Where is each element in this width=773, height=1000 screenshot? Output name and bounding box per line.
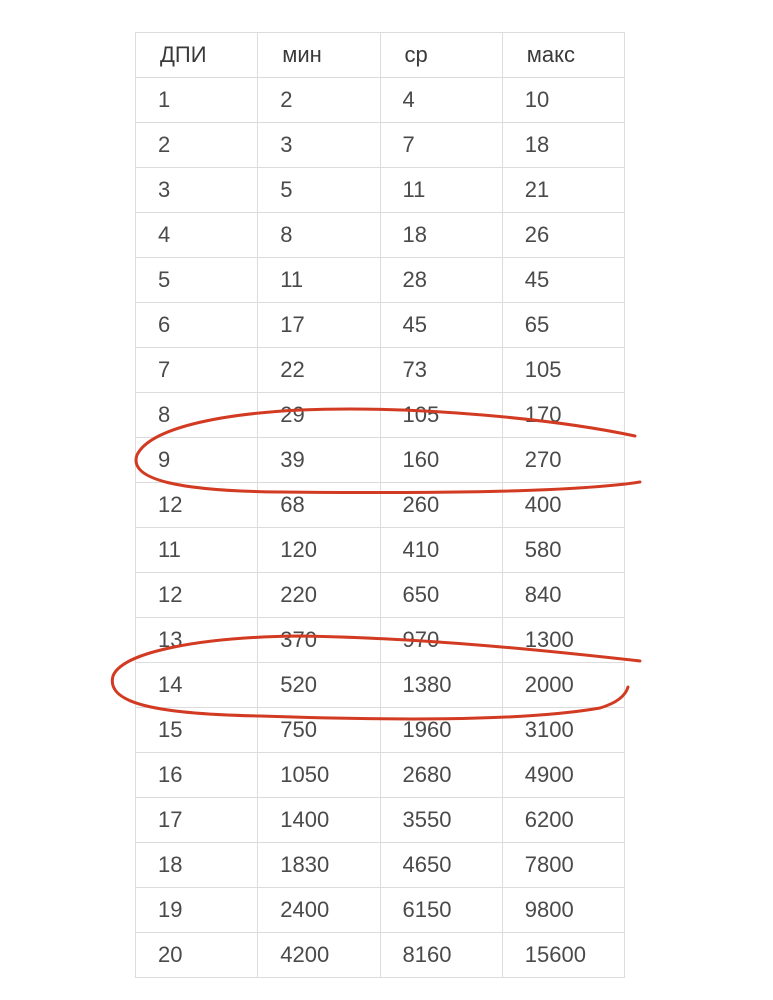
table-row [136,213,625,258]
table-row [136,528,625,573]
cell-avg: 970 [380,618,502,663]
table-header-row [136,33,625,78]
cell-avg: 160 [380,438,502,483]
cell-max: 270 [502,438,624,483]
cell-dpi: 11 [136,528,258,573]
cell-max: 840 [502,573,624,618]
cell-avg: 73 [380,348,502,393]
cell-min: 120 [258,528,380,573]
table-row [136,438,625,483]
table-row [136,78,625,123]
cell-dpi: 1 [136,78,258,123]
table-row [136,348,625,393]
cell-avg: 18 [380,213,502,258]
cell-avg: 2680 [380,753,502,798]
cell-avg: 105 [380,393,502,438]
header-avg: ср [380,33,502,78]
cell-dpi: 3 [136,168,258,213]
cell-max: 580 [502,528,624,573]
cell-avg: 4650 [380,843,502,888]
cell-dpi: 4 [136,213,258,258]
cell-min: 2400 [258,888,380,933]
cell-avg: 7 [380,123,502,168]
header-dpi: ДПИ [136,33,258,78]
cell-max: 2000 [502,663,624,708]
cell-min: 11 [258,258,380,303]
cell-max: 9800 [502,888,624,933]
cell-dpi: 19 [136,888,258,933]
cell-dpi: 18 [136,843,258,888]
cell-min: 750 [258,708,380,753]
cell-min: 2 [258,78,380,123]
table-row [136,663,625,708]
cell-max: 400 [502,483,624,528]
cell-min: 8 [258,213,380,258]
cell-min: 4200 [258,933,380,978]
cell-avg: 1380 [380,663,502,708]
table-row [136,888,625,933]
cell-dpi: 12 [136,483,258,528]
cell-avg: 3550 [380,798,502,843]
cell-min: 5 [258,168,380,213]
cell-min: 1830 [258,843,380,888]
cell-avg: 6150 [380,888,502,933]
table-row [136,303,625,348]
cell-dpi: 7 [136,348,258,393]
cell-max: 26 [502,213,624,258]
cell-avg: 45 [380,303,502,348]
cell-min: 39 [258,438,380,483]
cell-max: 18 [502,123,624,168]
table-row [136,753,625,798]
table-row [136,483,625,528]
cell-max: 10 [502,78,624,123]
cell-max: 170 [502,393,624,438]
cell-min: 1400 [258,798,380,843]
cell-avg: 11 [380,168,502,213]
cell-dpi: 13 [136,618,258,663]
table-row [136,798,625,843]
cell-avg: 1960 [380,708,502,753]
cell-dpi: 5 [136,258,258,303]
hcg-reference-table [135,32,625,978]
table-row [136,168,625,213]
cell-max: 65 [502,303,624,348]
cell-max: 4900 [502,753,624,798]
header-max: макс [502,33,624,78]
cell-avg: 28 [380,258,502,303]
table-row [136,258,625,303]
cell-dpi: 14 [136,663,258,708]
cell-max: 1300 [502,618,624,663]
header-min: мин [258,33,380,78]
cell-max: 105 [502,348,624,393]
cell-max: 3100 [502,708,624,753]
cell-max: 7800 [502,843,624,888]
cell-min: 68 [258,483,380,528]
cell-min: 3 [258,123,380,168]
cell-avg: 650 [380,573,502,618]
cell-max: 45 [502,258,624,303]
table-body [136,78,625,978]
cell-dpi: 20 [136,933,258,978]
table-row [136,393,625,438]
cell-min: 370 [258,618,380,663]
cell-max: 21 [502,168,624,213]
cell-min: 1050 [258,753,380,798]
cell-avg: 410 [380,528,502,573]
cell-min: 29 [258,393,380,438]
cell-dpi: 16 [136,753,258,798]
cell-dpi: 12 [136,573,258,618]
cell-avg: 4 [380,78,502,123]
cell-min: 22 [258,348,380,393]
table-row [136,123,625,168]
table-row [136,708,625,753]
cell-min: 17 [258,303,380,348]
table-row [136,843,625,888]
cell-dpi: 15 [136,708,258,753]
cell-dpi: 6 [136,303,258,348]
cell-dpi: 17 [136,798,258,843]
table-row [136,618,625,663]
table-row [136,573,625,618]
cell-dpi: 8 [136,393,258,438]
cell-min: 220 [258,573,380,618]
cell-dpi: 2 [136,123,258,168]
cell-min: 520 [258,663,380,708]
table-row [136,933,625,978]
cell-max: 6200 [502,798,624,843]
cell-avg: 260 [380,483,502,528]
cell-max: 15600 [502,933,624,978]
cell-dpi: 9 [136,438,258,483]
cell-avg: 8160 [380,933,502,978]
